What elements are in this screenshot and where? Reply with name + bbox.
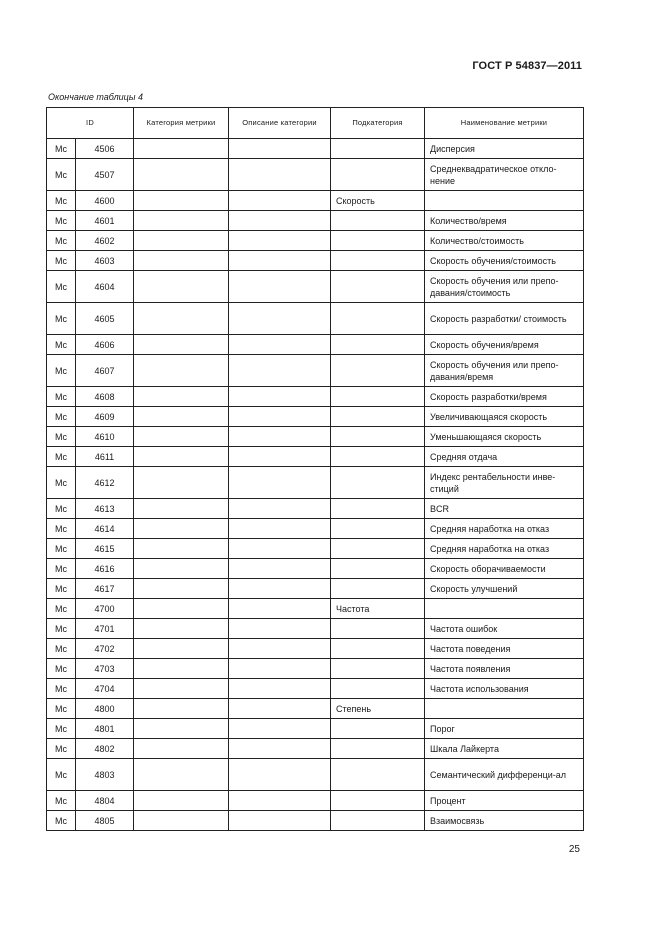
table-row xyxy=(47,231,584,251)
cell-id: 4605 xyxy=(76,303,134,335)
cell-description xyxy=(229,739,331,759)
cell-subcategory xyxy=(331,467,425,499)
cell-description xyxy=(229,211,331,231)
cell-category xyxy=(134,407,229,427)
cell-description xyxy=(229,191,331,211)
cell-metric-name: Средняя наработка на отказ xyxy=(425,539,584,559)
cell-category xyxy=(134,791,229,811)
cell-description xyxy=(229,251,331,271)
cell-id: 4609 xyxy=(76,407,134,427)
cell-description xyxy=(229,355,331,387)
cell-subcategory xyxy=(331,519,425,539)
cell-category xyxy=(134,335,229,355)
cell-category xyxy=(134,467,229,499)
cell-description xyxy=(229,231,331,251)
cell-code: Mc xyxy=(47,699,76,719)
table-row xyxy=(47,539,584,559)
cell-code: Mc xyxy=(47,447,76,467)
cell-id: 4611 xyxy=(76,447,134,467)
cell-category xyxy=(134,811,229,831)
cell-metric-name: Частота использования xyxy=(425,679,584,699)
cell-metric-name: Порог xyxy=(425,719,584,739)
cell-category xyxy=(134,447,229,467)
cell-id: 4616 xyxy=(76,559,134,579)
table-row xyxy=(47,559,584,579)
cell-id: 4703 xyxy=(76,659,134,679)
cell-category xyxy=(134,355,229,387)
cell-id: 4801 xyxy=(76,719,134,739)
cell-code: Mc xyxy=(47,759,76,791)
cell-id: 4603 xyxy=(76,251,134,271)
table-row xyxy=(47,355,584,387)
cell-code: Mc xyxy=(47,791,76,811)
cell-metric-name: Средняя отдача xyxy=(425,447,584,467)
cell-description xyxy=(229,499,331,519)
cell-description xyxy=(229,659,331,679)
cell-description xyxy=(229,679,331,699)
cell-metric-name: Индекс рентабельности инве-стиций xyxy=(425,467,584,499)
table-row xyxy=(47,739,584,759)
cell-category xyxy=(134,739,229,759)
cell-metric-name xyxy=(425,599,584,619)
cell-category xyxy=(134,679,229,699)
cell-code: Mc xyxy=(47,811,76,831)
cell-subcategory xyxy=(331,335,425,355)
cell-category xyxy=(134,699,229,719)
column-header-id: ID xyxy=(47,108,134,139)
column-header-category: Категория метрики xyxy=(134,108,229,139)
cell-id: 4802 xyxy=(76,739,134,759)
table-row xyxy=(47,303,584,335)
cell-id: 4701 xyxy=(76,619,134,639)
cell-metric-name xyxy=(425,191,584,211)
cell-code: Mc xyxy=(47,387,76,407)
cell-code: Mc xyxy=(47,599,76,619)
table-row xyxy=(47,211,584,231)
cell-subcategory xyxy=(331,447,425,467)
cell-metric-name: Процент xyxy=(425,791,584,811)
cell-metric-name: Дисперсия xyxy=(425,139,584,159)
cell-subcategory xyxy=(331,539,425,559)
cell-id: 4606 xyxy=(76,335,134,355)
table-header-row xyxy=(47,108,584,139)
cell-description xyxy=(229,639,331,659)
document-standard-number: ГОСТ Р 54837—2011 xyxy=(472,60,582,72)
cell-metric-name: Увеличивающаяся скорость xyxy=(425,407,584,427)
cell-category xyxy=(134,759,229,791)
metrics-table xyxy=(46,107,584,831)
cell-subcategory xyxy=(331,719,425,739)
cell-category xyxy=(134,427,229,447)
table-row xyxy=(47,499,584,519)
cell-subcategory: Скорость xyxy=(331,191,425,211)
table-row xyxy=(47,467,584,499)
cell-subcategory: Частота xyxy=(331,599,425,619)
cell-metric-name: Частота поведения xyxy=(425,639,584,659)
table-body xyxy=(47,139,584,831)
cell-category xyxy=(134,211,229,231)
cell-id: 4506 xyxy=(76,139,134,159)
cell-code: Mc xyxy=(47,427,76,447)
table-row xyxy=(47,407,584,427)
cell-code: Mc xyxy=(47,211,76,231)
cell-subcategory xyxy=(331,811,425,831)
cell-description xyxy=(229,599,331,619)
cell-metric-name: Семантический дифференци-ал xyxy=(425,759,584,791)
cell-id: 4612 xyxy=(76,467,134,499)
cell-code: Mc xyxy=(47,139,76,159)
cell-subcategory xyxy=(331,679,425,699)
table-row xyxy=(47,251,584,271)
cell-id: 4614 xyxy=(76,519,134,539)
cell-description xyxy=(229,759,331,791)
cell-id: 4604 xyxy=(76,271,134,303)
cell-metric-name: Скорость разработки/ стоимость xyxy=(425,303,584,335)
cell-code: Mc xyxy=(47,579,76,599)
cell-code: Mc xyxy=(47,251,76,271)
cell-metric-name: Взаимосвязь xyxy=(425,811,584,831)
table-row xyxy=(47,639,584,659)
cell-subcategory xyxy=(331,499,425,519)
cell-category xyxy=(134,191,229,211)
cell-description xyxy=(229,139,331,159)
cell-category xyxy=(134,599,229,619)
cell-category xyxy=(134,251,229,271)
table-row xyxy=(47,427,584,447)
cell-code: Mc xyxy=(47,719,76,739)
cell-id: 4704 xyxy=(76,679,134,699)
cell-code: Mc xyxy=(47,335,76,355)
cell-metric-name: Средняя наработка на отказ xyxy=(425,519,584,539)
cell-category xyxy=(134,539,229,559)
cell-code: Mc xyxy=(47,679,76,699)
cell-category xyxy=(134,271,229,303)
cell-description xyxy=(229,303,331,335)
cell-id: 4608 xyxy=(76,387,134,407)
cell-code: Mc xyxy=(47,231,76,251)
cell-code: Mc xyxy=(47,539,76,559)
cell-category xyxy=(134,519,229,539)
cell-subcategory xyxy=(331,211,425,231)
cell-code: Mc xyxy=(47,499,76,519)
cell-category xyxy=(134,559,229,579)
table-row xyxy=(47,579,584,599)
table-row xyxy=(47,387,584,407)
cell-description xyxy=(229,407,331,427)
cell-subcategory xyxy=(331,659,425,679)
cell-subcategory xyxy=(331,355,425,387)
cell-metric-name: Скорость улучшений xyxy=(425,579,584,599)
cell-subcategory: Степень xyxy=(331,699,425,719)
cell-description xyxy=(229,159,331,191)
cell-code: Mc xyxy=(47,159,76,191)
cell-description xyxy=(229,387,331,407)
table-row xyxy=(47,659,584,679)
table-row xyxy=(47,271,584,303)
cell-subcategory xyxy=(331,791,425,811)
cell-id: 4507 xyxy=(76,159,134,191)
table-row xyxy=(47,447,584,467)
cell-subcategory xyxy=(331,387,425,407)
cell-code: Mc xyxy=(47,271,76,303)
table-row xyxy=(47,811,584,831)
cell-code: Mc xyxy=(47,303,76,335)
cell-metric-name: Частота ошибок xyxy=(425,619,584,639)
cell-subcategory xyxy=(331,639,425,659)
column-header-subcategory: Подкатегория xyxy=(331,108,425,139)
cell-description xyxy=(229,427,331,447)
cell-metric-name: Количество/стоимость xyxy=(425,231,584,251)
cell-description xyxy=(229,811,331,831)
cell-id: 4702 xyxy=(76,639,134,659)
cell-category xyxy=(134,639,229,659)
cell-metric-name: Скорость обучения/стоимость xyxy=(425,251,584,271)
column-header-name: Наименование метрики xyxy=(425,108,584,139)
cell-subcategory xyxy=(331,271,425,303)
table-row xyxy=(47,599,584,619)
cell-metric-name xyxy=(425,699,584,719)
table-row xyxy=(47,139,584,159)
cell-subcategory xyxy=(331,759,425,791)
cell-id: 4601 xyxy=(76,211,134,231)
cell-metric-name: Количество/время xyxy=(425,211,584,231)
cell-id: 4607 xyxy=(76,355,134,387)
cell-metric-name: BCR xyxy=(425,499,584,519)
cell-metric-name: Скорость разработки/время xyxy=(425,387,584,407)
cell-code: Mc xyxy=(47,355,76,387)
cell-subcategory xyxy=(331,159,425,191)
table-row xyxy=(47,159,584,191)
cell-id: 4602 xyxy=(76,231,134,251)
table-caption: Окончание таблицы 4 xyxy=(48,92,143,102)
cell-description xyxy=(229,579,331,599)
cell-category xyxy=(134,499,229,519)
cell-subcategory xyxy=(331,251,425,271)
cell-description xyxy=(229,559,331,579)
cell-id: 4610 xyxy=(76,427,134,447)
cell-description xyxy=(229,619,331,639)
table-row xyxy=(47,335,584,355)
cell-id: 4800 xyxy=(76,699,134,719)
cell-metric-name: Среднеквадратическое откло-нение xyxy=(425,159,584,191)
cell-code: Mc xyxy=(47,467,76,499)
cell-id: 4700 xyxy=(76,599,134,619)
cell-category xyxy=(134,231,229,251)
cell-description xyxy=(229,335,331,355)
cell-description xyxy=(229,791,331,811)
cell-id: 4615 xyxy=(76,539,134,559)
cell-subcategory xyxy=(331,139,425,159)
cell-category xyxy=(134,303,229,335)
table-row xyxy=(47,519,584,539)
cell-subcategory xyxy=(331,303,425,335)
cell-code: Mc xyxy=(47,519,76,539)
cell-code: Mc xyxy=(47,659,76,679)
table-row xyxy=(47,759,584,791)
cell-category xyxy=(134,159,229,191)
cell-subcategory xyxy=(331,427,425,447)
table-row xyxy=(47,699,584,719)
cell-id: 4804 xyxy=(76,791,134,811)
cell-category xyxy=(134,719,229,739)
cell-subcategory xyxy=(331,739,425,759)
cell-code: Mc xyxy=(47,739,76,759)
cell-subcategory xyxy=(331,407,425,427)
table-row xyxy=(47,719,584,739)
cell-category xyxy=(134,579,229,599)
cell-description xyxy=(229,699,331,719)
cell-id: 4805 xyxy=(76,811,134,831)
cell-code: Mc xyxy=(47,619,76,639)
column-header-description: Описание категории xyxy=(229,108,331,139)
cell-id: 4600 xyxy=(76,191,134,211)
cell-description xyxy=(229,519,331,539)
cell-subcategory xyxy=(331,579,425,599)
cell-metric-name: Скорость оборачиваемости xyxy=(425,559,584,579)
cell-id: 4613 xyxy=(76,499,134,519)
cell-subcategory xyxy=(331,559,425,579)
cell-id: 4803 xyxy=(76,759,134,791)
cell-subcategory xyxy=(331,619,425,639)
cell-code: Mc xyxy=(47,191,76,211)
table-row xyxy=(47,679,584,699)
cell-subcategory xyxy=(331,231,425,251)
cell-id: 4617 xyxy=(76,579,134,599)
cell-metric-name: Шкала Лайкерта xyxy=(425,739,584,759)
cell-category xyxy=(134,659,229,679)
cell-metric-name: Уменьшающаяся скорость xyxy=(425,427,584,447)
cell-metric-name: Скорость обучения/время xyxy=(425,335,584,355)
cell-description xyxy=(229,447,331,467)
cell-description xyxy=(229,271,331,303)
cell-metric-name: Скорость обучения или препо-давания/время xyxy=(425,355,584,387)
page-number: 25 xyxy=(568,844,580,855)
cell-metric-name: Частота появления xyxy=(425,659,584,679)
cell-metric-name: Скорость обучения или препо-давания/стоимость xyxy=(425,271,584,303)
cell-category xyxy=(134,139,229,159)
cell-code: Mc xyxy=(47,639,76,659)
table-row xyxy=(47,619,584,639)
cell-description xyxy=(229,467,331,499)
cell-category xyxy=(134,619,229,639)
cell-category xyxy=(134,387,229,407)
table-row xyxy=(47,791,584,811)
table-row xyxy=(47,191,584,211)
cell-code: Mc xyxy=(47,407,76,427)
cell-code: Mc xyxy=(47,559,76,579)
cell-description xyxy=(229,719,331,739)
cell-description xyxy=(229,539,331,559)
